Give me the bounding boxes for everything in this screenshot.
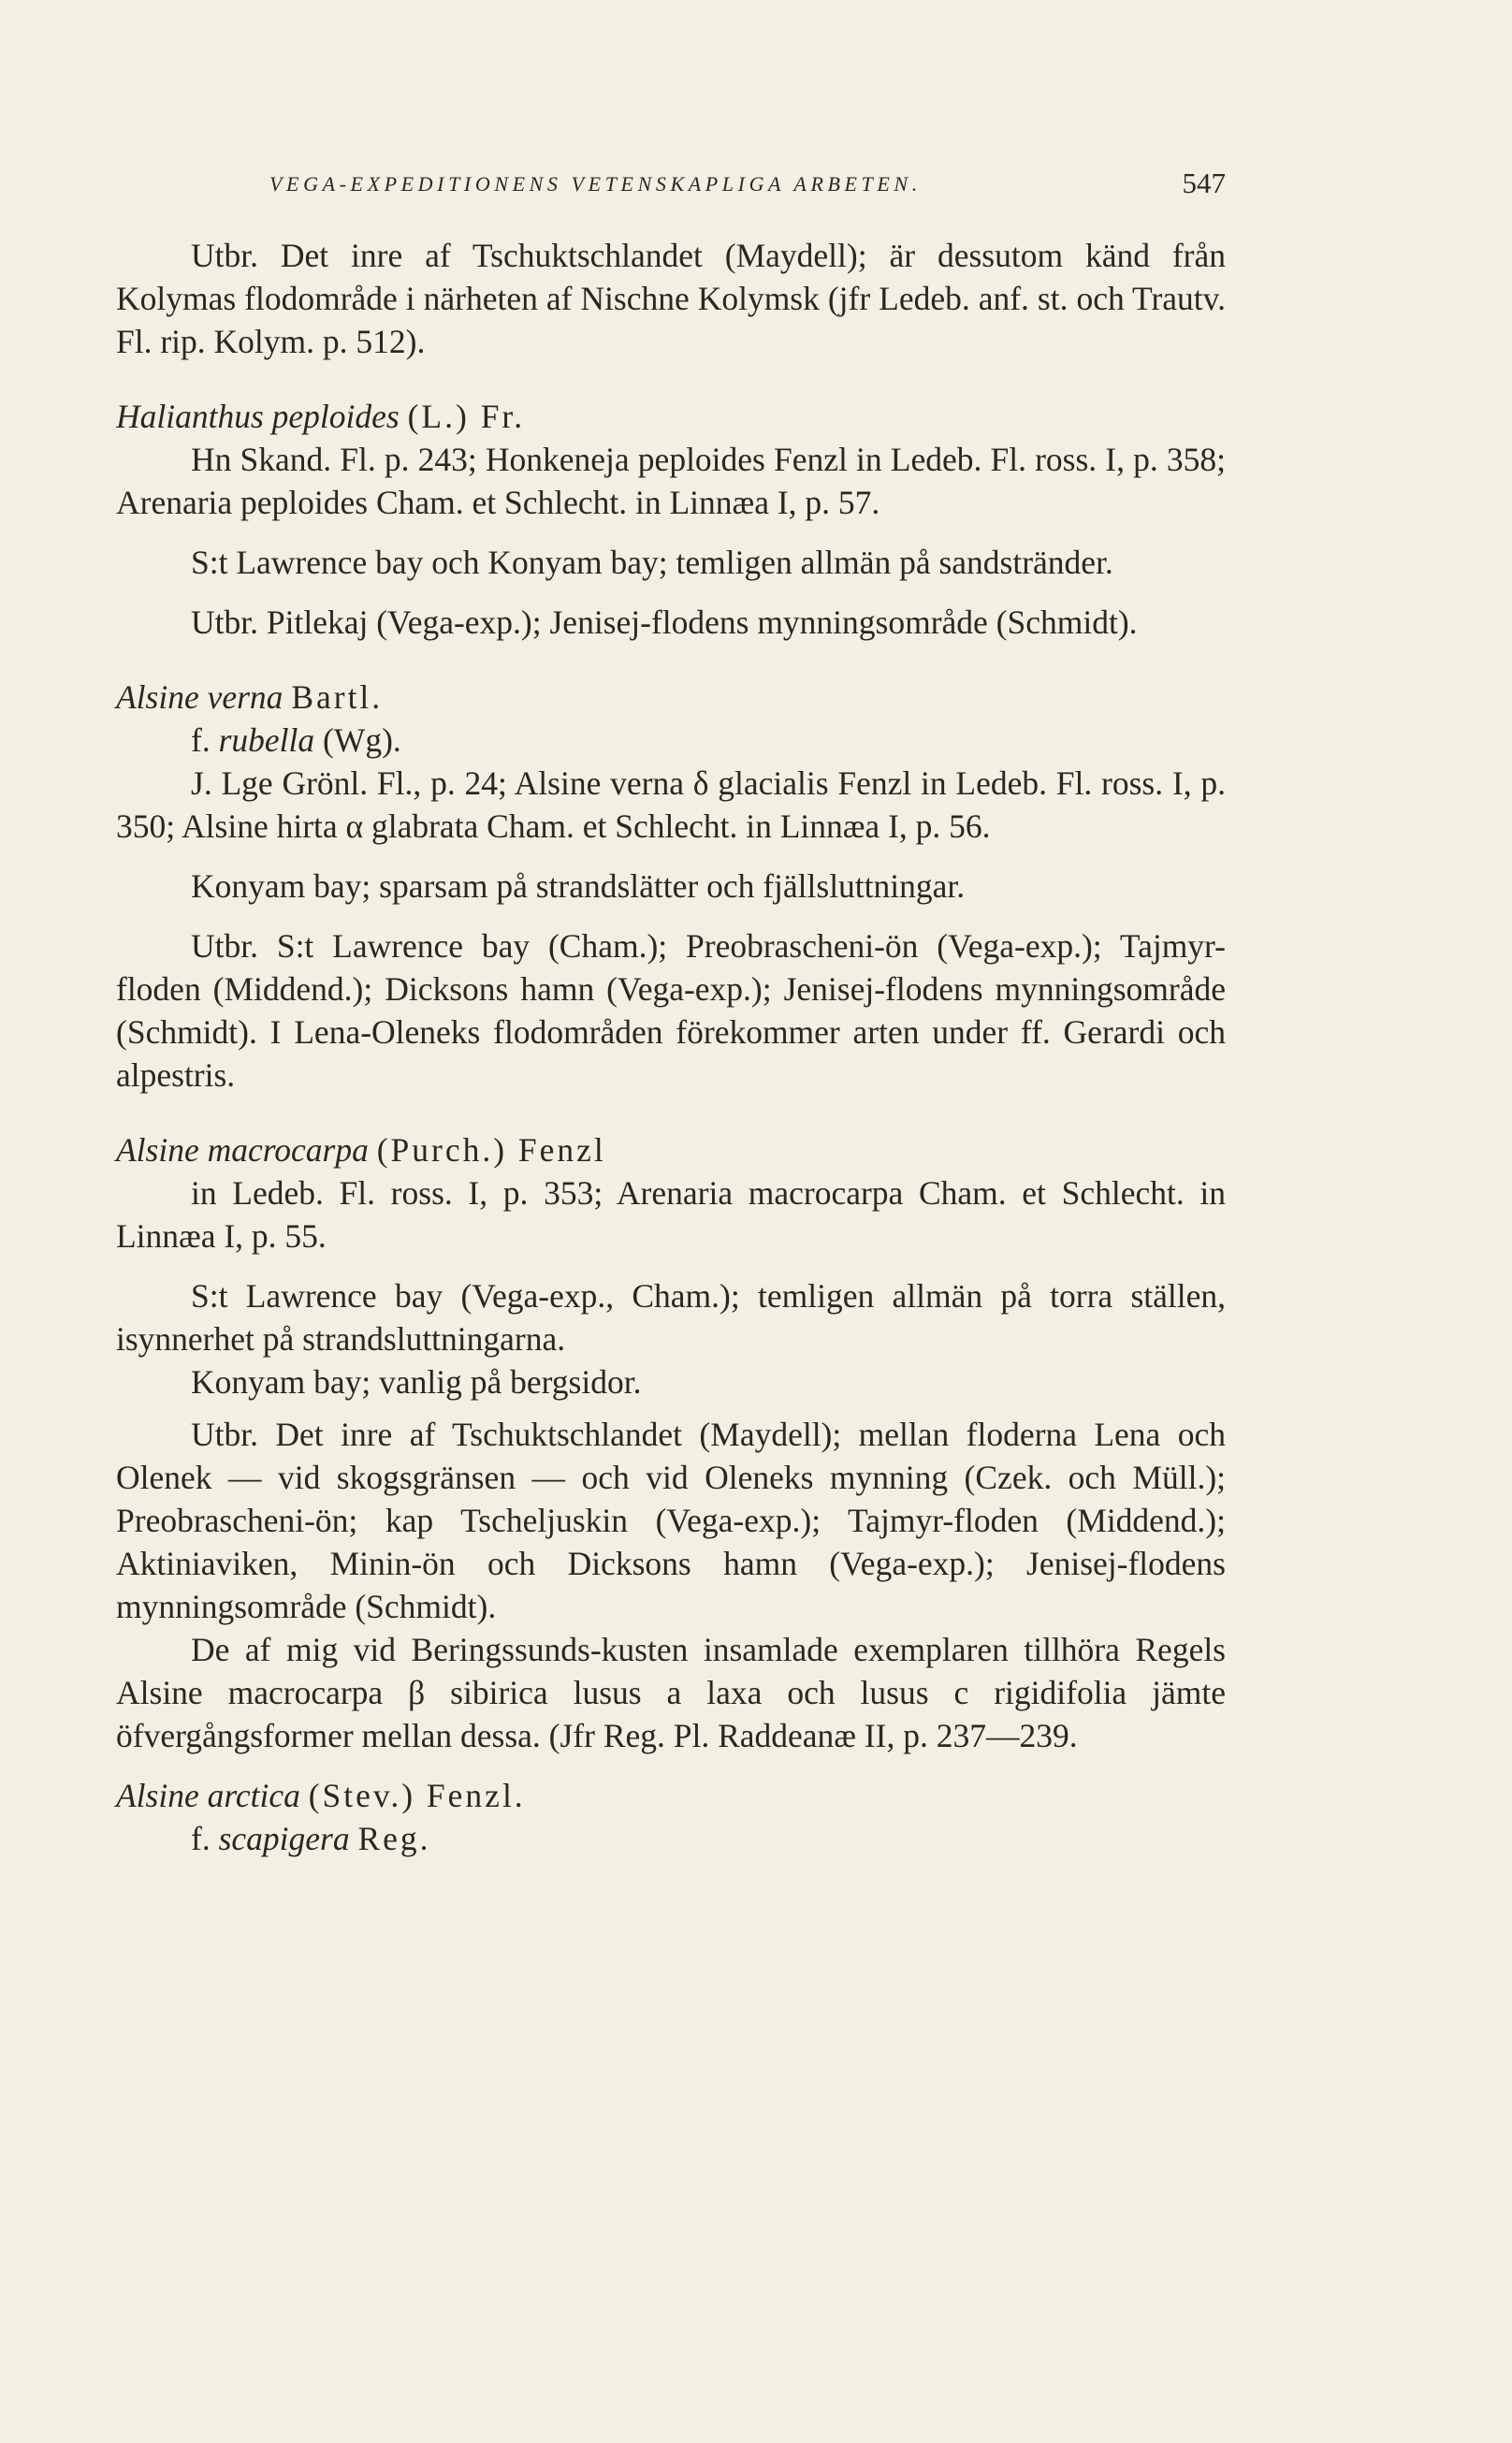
taxon-author: (Stev.) Fenzl. (308, 1777, 526, 1814)
paragraph-locality-4: Konyam bay; vanlig på bergsidor. (191, 1363, 642, 1401)
paragraph-synonymy-2: J. Lge Grönl. Fl., p. 24; Alsine verna δ glacialis Fenzl in Ledeb. Fl. ross. I, p. 350; Alsine hirta α glabrata Cham. et Schlecht. in Linnæa I, p. 56. (116, 764, 1226, 845)
paragraph-synonymy-1: Hn Skand. Fl. p. 243; Honkeneja peploides Fenzl in Ledeb. Fl. ross. I, p. 358; Arenaria peploides Cham. et Schlecht. in Linnæa I, p. 57. (116, 441, 1226, 521)
paragraph-distribution-3: Utbr. S:t Lawrence bay (Cham.); Preobrascheni-ön (Vega-exp.); Tajmyr-floden (Middend.); Dicksons hamn (Vega-exp.); Jenisej-flodens mynningsområde (Schmidt). I Lena-Oleneks flodområden förekommer arten under ff. Gerardi och alpestris. (116, 927, 1226, 1094)
paragraph-locality-2: Konyam bay; sparsam på strandslätter och fjällsluttningar. (191, 867, 966, 905)
taxon-name: Alsine macrocarpa (116, 1131, 369, 1169)
form-name: rubella (218, 721, 315, 759)
paragraph-distribution-2: Utbr. Pitlekaj (Vega-exp.); Jenisej-flodens mynningsområde (Schmidt). (191, 603, 1138, 641)
running-title: VEGA-EXPEDITIONENS VETENSKAPLIGA ARBETEN. (269, 172, 922, 196)
paragraph-distribution-4: Utbr. Det inre af Tschuktschlandet (Maydell); mellan floderna Lena och Olenek — vid skogsgränsen — och vid Oleneks mynning (Czek. och Müll.); Preobrascheni-ön; kap Tscheljuskin (Vega-exp.); Tajmyr-floden (Middend.); Aktiniaviken, Minin-ön och Dicksons hamn (Vega-exp.); Jenisej-flodens mynningsområde (Schmidt). (116, 1416, 1226, 1625)
taxon-form-rubella (116, 719, 1226, 762)
form-label: f. (191, 1820, 211, 1857)
taxon-form-scapigera (116, 1817, 1226, 1860)
taxon-name: Alsine verna (116, 678, 284, 716)
paragraph-synonymy-3: in Ledeb. Fl. ross. I, p. 353; Arenaria macrocarpa Cham. et Schlecht. in Linnæa I, p. 55. (116, 1174, 1226, 1255)
taxon-author: (Purch.) Fenzl (376, 1131, 606, 1169)
taxon-heading-alsine-macrocarpa (116, 1128, 1226, 1171)
taxon-name: Halianthus peploides (116, 398, 400, 435)
form-author: Reg. (357, 1820, 431, 1857)
page-number: 547 (1182, 167, 1226, 199)
paragraph-locality-1: S:t Lawrence bay och Konyam bay; temligen allmän på sandstränder. (191, 544, 1113, 581)
taxon-heading-alsine-verna (116, 676, 1226, 719)
form-label: f. (191, 721, 211, 759)
taxon-author: (L.) Fr. (407, 398, 526, 435)
taxon-heading-alsine-arctica (116, 1774, 1226, 1817)
paragraph-note: De af mig vid Beringssunds-kusten insamlade exemplaren tillhöra Regels Alsine macrocarpa β sibirica lusus a laxa och lusus c rigidifolia jämte öfvergångsformer mellan dessa. (Jfr Reg. Pl. Raddeanæ II, p. 237—239. (116, 1631, 1226, 1754)
paragraph-locality-3: S:t Lawrence bay (Vega-exp., Cham.); temligen allmän på torra ställen, isynnerhet på strandsluttningarna. (116, 1277, 1226, 1358)
taxon-heading-halianthus (116, 395, 1226, 438)
taxon-name: Alsine arctica (116, 1777, 300, 1814)
form-author: (Wg). (323, 721, 401, 759)
form-name: scapigera (218, 1820, 350, 1857)
paragraph-distribution-1: Utbr. Det inre af Tschuktschlandet (Maydell); är dessutom känd från Kolymas flodområde i närheten af Nischne Kolymsk (jfr Ledeb. anf. st. och Trautv. Fl. rip. Kolym. p. 512). (116, 237, 1226, 360)
page-body (116, 234, 1226, 1860)
taxon-author: Bartl. (291, 678, 384, 716)
running-header (269, 167, 1226, 213)
